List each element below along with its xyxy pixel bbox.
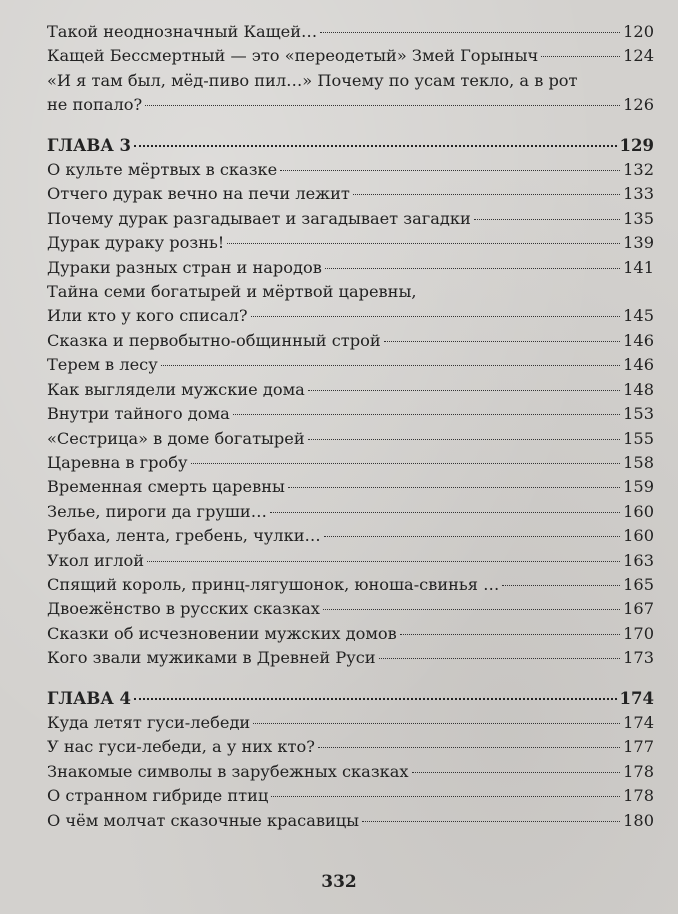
toc-entry xyxy=(47,280,654,329)
toc-entry-page: 132 xyxy=(623,160,654,180)
leader-dots xyxy=(288,487,620,488)
toc-entry xyxy=(47,711,654,735)
toc-entry-page: 178 xyxy=(623,786,654,806)
leader-dots xyxy=(308,439,620,440)
toc-entry-page: 163 xyxy=(623,550,654,570)
leader-dots xyxy=(147,561,620,562)
leader-dots xyxy=(320,32,620,33)
leader-dots xyxy=(412,772,621,773)
toc-entry-title: Сказка и первобытно-общинный строй xyxy=(47,330,381,350)
toc-entry-page: 180 xyxy=(623,810,654,830)
leader-dots xyxy=(134,145,617,147)
toc-entry xyxy=(47,809,654,833)
toc-entry-page: 145 xyxy=(623,306,654,326)
chapter-page: 174 xyxy=(619,688,654,708)
leader-dots xyxy=(400,634,620,635)
toc-entry-page: 141 xyxy=(623,257,654,277)
leader-dots xyxy=(384,341,620,342)
toc-entry-title: Внутри тайного дома xyxy=(47,404,230,424)
leader-dots xyxy=(502,585,620,586)
toc-entry xyxy=(47,207,654,231)
leader-dots xyxy=(233,414,620,415)
leader-dots xyxy=(134,698,617,700)
toc-entry-page: 170 xyxy=(623,623,654,643)
toc-entry-title: У нас гуси-лебеди, а у них кто? xyxy=(47,737,315,757)
toc-entry-title: О культе мёртвых в сказке xyxy=(47,160,278,180)
toc-entry xyxy=(47,69,654,118)
toc-entry-title: Укол иглой xyxy=(47,550,145,570)
leader-dots xyxy=(324,536,620,537)
toc-entry xyxy=(47,44,654,68)
toc-entry-page: 177 xyxy=(623,737,654,757)
chapter-title: ГЛАВА 4 xyxy=(47,688,132,708)
toc-entry xyxy=(47,549,654,573)
toc-entry-page: 178 xyxy=(623,761,654,781)
toc-entry-title: Как выглядели мужские дома xyxy=(47,379,305,399)
leader-dots xyxy=(541,56,620,57)
toc-entry-title: Кащей Бессмертный — это «переодетый» Змей Горыныч xyxy=(47,46,539,66)
toc-entry xyxy=(47,597,654,621)
page-number: 332 xyxy=(321,872,357,892)
leader-dots xyxy=(474,219,620,220)
chapter-page: 129 xyxy=(619,135,654,155)
leader-dots xyxy=(353,194,620,195)
toc-entry-title: Рубаха, лента, гребень, чулки… xyxy=(47,526,321,546)
toc-entry xyxy=(47,256,654,280)
toc-entry-title: Сказки об исчезновении мужских домов xyxy=(47,623,397,643)
toc-entry xyxy=(47,182,654,206)
toc-entry-page: 153 xyxy=(623,404,654,424)
leader-dots xyxy=(251,316,621,317)
toc-entry xyxy=(47,451,654,475)
leader-dots xyxy=(161,365,620,366)
leader-dots xyxy=(271,796,620,797)
chapter-heading-4 xyxy=(47,687,654,711)
toc-entry-title: О чём молчат сказочные красавицы xyxy=(47,810,360,830)
leader-dots xyxy=(270,512,620,513)
table-of-contents xyxy=(47,20,654,833)
toc-entry-title: Терем в лесу xyxy=(47,355,158,375)
toc-entry xyxy=(47,735,654,759)
leader-dots xyxy=(362,821,620,822)
toc-entry-title: Отчего дурак вечно на печи лежит xyxy=(47,184,350,204)
toc-entry xyxy=(47,500,654,524)
toc-entry xyxy=(47,573,654,597)
toc-entry-page: 165 xyxy=(623,574,654,594)
toc-entry xyxy=(47,329,654,353)
toc-entry-title: Такой неоднозначный Кащей… xyxy=(47,22,318,41)
toc-entry xyxy=(47,402,654,426)
leader-dots xyxy=(379,658,620,659)
toc-entry-page: 126 xyxy=(623,95,654,115)
toc-entry-title: «Сестрица» в доме богатырей xyxy=(47,428,305,448)
toc-entry-title-line1: Тайна семи богатырей и мёртвой царевны, xyxy=(47,282,417,302)
leader-dots xyxy=(145,105,620,106)
toc-entry xyxy=(47,524,654,548)
toc-entry xyxy=(47,158,654,182)
toc-entry-title: Дураки разных стран и народов xyxy=(47,257,322,277)
toc-entry-title: Почему дурак разгадывает и загадывает загадки xyxy=(47,208,471,228)
toc-entry-page: 173 xyxy=(623,648,654,668)
toc-entry-title: Знакомые символы в зарубежных сказках xyxy=(47,761,409,781)
leader-dots xyxy=(280,170,620,171)
toc-entry xyxy=(47,231,654,255)
toc-entry-page: 135 xyxy=(623,208,654,228)
toc-entry-page: 155 xyxy=(623,428,654,448)
chapter-heading-3 xyxy=(47,134,654,158)
toc-entry-page: 159 xyxy=(623,477,654,497)
toc-entry-title: Дурак дураку рознь! xyxy=(47,233,225,253)
toc-entry xyxy=(47,427,654,451)
toc-entry-page: 174 xyxy=(623,712,654,732)
toc-entry xyxy=(47,353,654,377)
leader-dots xyxy=(227,243,620,244)
toc-entry-page: 120 xyxy=(623,22,654,41)
toc-entry-title: Зелье, пироги да груши… xyxy=(47,501,267,521)
toc-entry-page: 160 xyxy=(623,526,654,546)
leader-dots xyxy=(318,747,620,748)
toc-entry xyxy=(47,784,654,808)
toc-entry-page: 160 xyxy=(623,501,654,521)
toc-entry-title-line1: «И я там был, мёд-пиво пил…» Почему по усам текло, а в рот xyxy=(47,70,578,90)
leader-dots xyxy=(253,723,620,724)
toc-entry-title: Кого звали мужиками в Древней Руси xyxy=(47,648,376,668)
toc-entry-page: 146 xyxy=(623,355,654,375)
toc-entry-page: 148 xyxy=(623,379,654,399)
toc-entry-page: 139 xyxy=(623,233,654,253)
toc-entry-page: 158 xyxy=(623,452,654,472)
toc-entry-title: Куда летят гуси-лебеди xyxy=(47,712,251,732)
toc-entry xyxy=(47,475,654,499)
toc-entry xyxy=(47,760,654,784)
toc-entry-title: Временная смерть царевны xyxy=(47,477,285,497)
toc-entry xyxy=(47,646,654,670)
toc-entry xyxy=(47,20,654,44)
toc-entry-page: 167 xyxy=(623,599,654,619)
leader-dots xyxy=(191,463,621,464)
toc-entry-title: Спящий король, принц-лягушонок, юноша-свинья … xyxy=(47,574,500,594)
toc-entry-title: Царевна в гробу xyxy=(47,452,188,472)
chapter-title: ГЛАВА 3 xyxy=(47,135,132,155)
toc-entry-page: 146 xyxy=(623,330,654,350)
toc-entry xyxy=(47,378,654,402)
leader-dots xyxy=(323,609,620,610)
toc-entry xyxy=(47,622,654,646)
toc-entry-title-line2: не попало? xyxy=(47,95,143,115)
toc-entry-page: 133 xyxy=(623,184,654,204)
toc-entry-title-line2: Или кто у кого списал? xyxy=(47,306,248,326)
leader-dots xyxy=(325,268,620,269)
leader-dots xyxy=(308,390,620,391)
toc-entry-title: О странном гибриде птиц xyxy=(47,786,269,806)
toc-entry-page: 124 xyxy=(623,46,654,66)
toc-entry-title: Двоежёнство в русских сказках xyxy=(47,599,320,619)
